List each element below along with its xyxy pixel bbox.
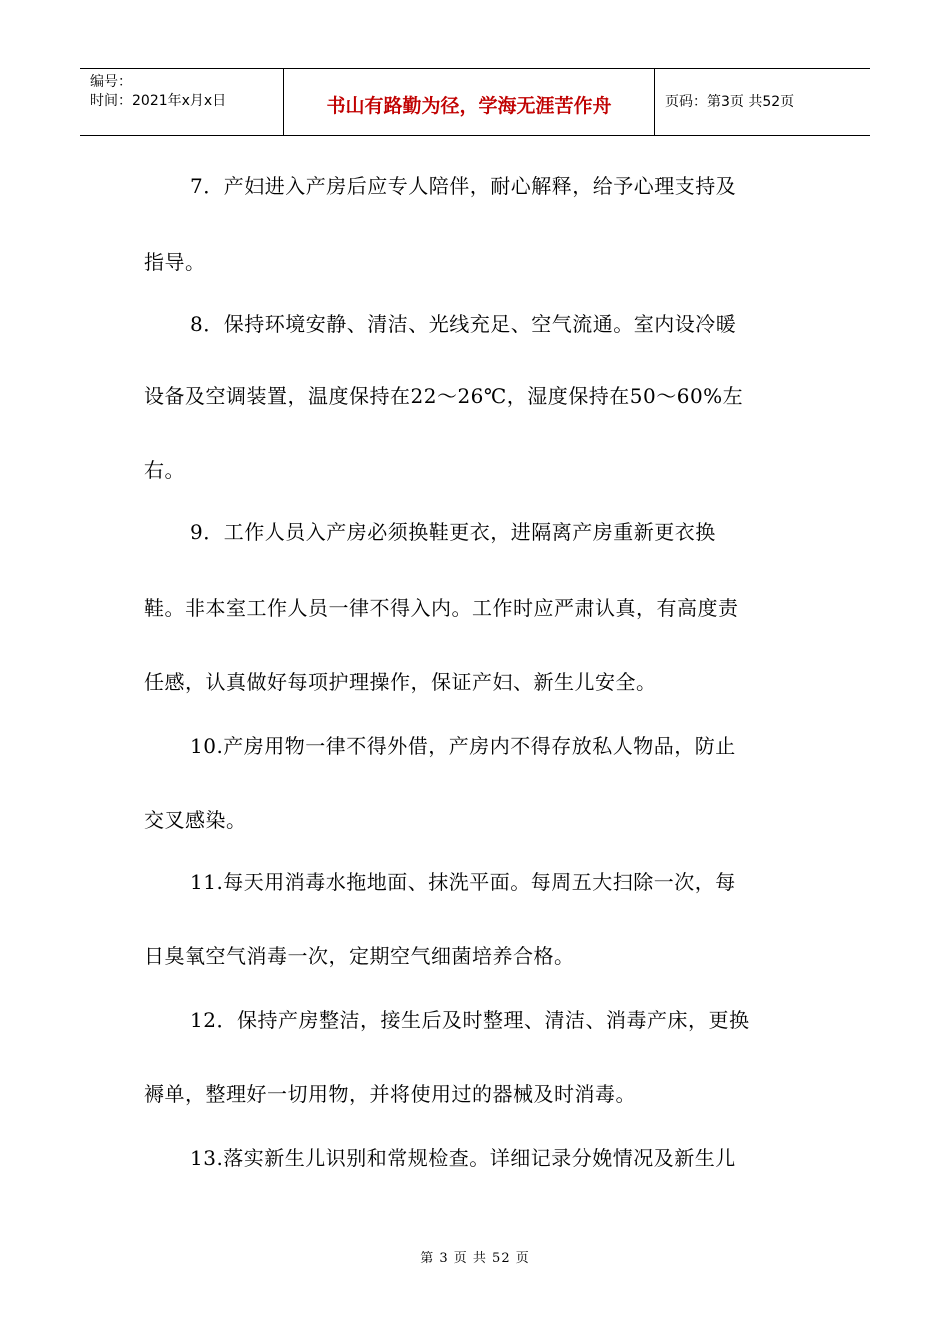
- body-line: 鞋。非本室工作人员一律不得入内。工作时应严肃认真，有高度责: [144, 596, 739, 620]
- header-page-cell: [655, 69, 870, 135]
- body-line: 设备及空调装置，温度保持在22～26℃，湿度保持在50～60%左: [144, 384, 744, 408]
- body-line: 12．保持产房整洁，接生后及时整理、清洁、消毒产床，更换: [190, 1008, 750, 1032]
- body-line: 9．工作人员入产房必须换鞋更衣，进隔离产房重新更衣换: [190, 520, 716, 544]
- body-line: 10.产房用物一律不得外借，产房内不得存放私人物品，防止: [190, 734, 736, 758]
- doc-number-label: 编号：: [90, 74, 132, 90]
- body-line: 日臭氧空气消毒一次，定期空气细菌培养合格。: [144, 944, 575, 968]
- body-line: 指导。: [144, 250, 206, 274]
- header-page-info: 页码：第3页 共52页: [665, 94, 795, 110]
- body-line: 任感，认真做好每项护理操作，保证产妇、新生儿安全。: [144, 670, 657, 694]
- page-footer: 第 3 页 共 52 页: [420, 1251, 530, 1266]
- body-line: 13.落实新生儿识别和常规检查。详细记录分娩情况及新生儿: [190, 1146, 736, 1170]
- body-line: 7．产妇进入产房后应专人陪伴，耐心解释，给予心理支持及: [190, 174, 737, 198]
- header-motto: 书山有路勤为径，学海无涯苦作舟: [326, 95, 612, 117]
- header-motto-cell: [283, 69, 655, 135]
- body-line: 11.每天用消毒水拖地面、抹洗平面。每周五大扫除一次，每: [190, 870, 736, 894]
- header-meta-cell: [80, 69, 283, 135]
- body-line: 8．保持环境安静、清洁、光线充足、空气流通。室内设冷暖: [190, 312, 737, 336]
- body-line: 交叉感染。: [144, 808, 247, 832]
- body-line: 褥单，整理好一切用物，并将使用过的器械及时消毒。: [144, 1082, 636, 1106]
- doc-time-label: 时间：2021年x月x日: [90, 93, 227, 109]
- document-header: [80, 68, 870, 136]
- body-line: 右。: [144, 458, 185, 482]
